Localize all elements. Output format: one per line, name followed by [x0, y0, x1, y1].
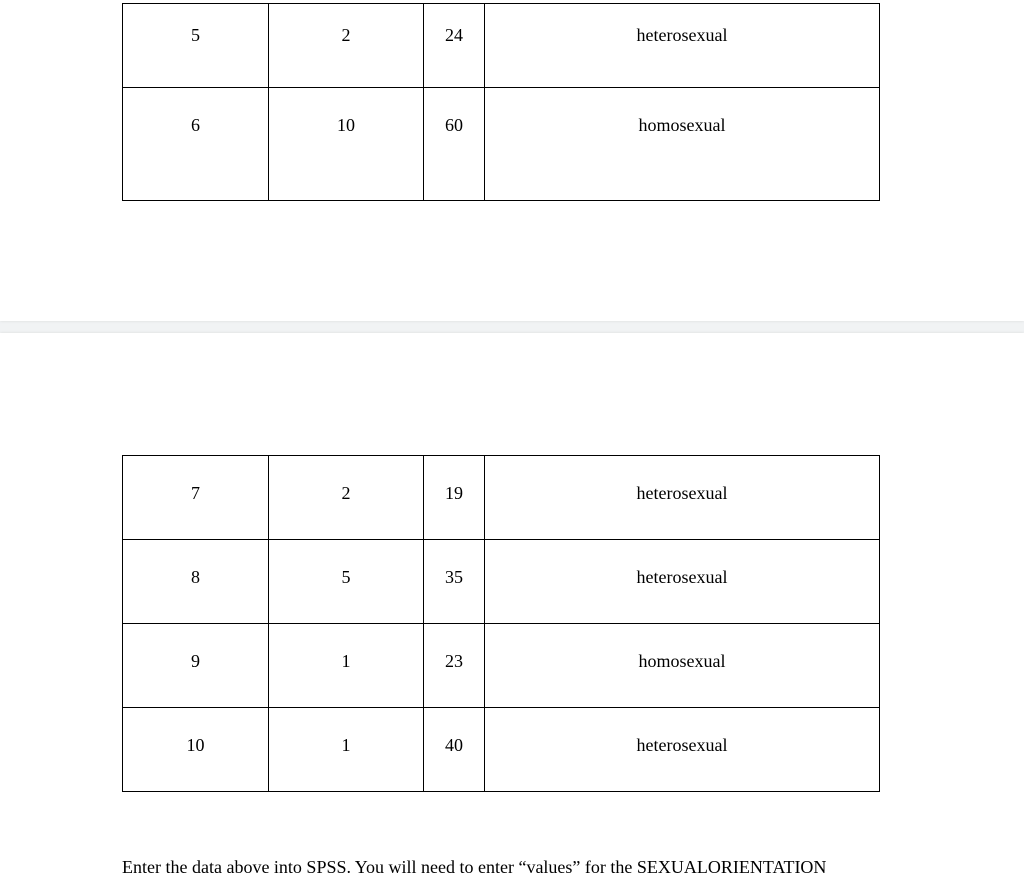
cell-col2: 2	[269, 456, 424, 540]
cell-orientation: heterosexual	[485, 540, 880, 624]
cell-col3: 40	[424, 708, 485, 792]
cell-orientation: heterosexual	[485, 708, 880, 792]
cell-id: 7	[123, 456, 269, 540]
instructions-text: Enter the data above into SPSS. You will need to enter “values” for the SEXUALORIENTATION	[122, 857, 827, 877]
cell-col2: 1	[269, 708, 424, 792]
cell-id: 6	[123, 88, 269, 201]
cell-col3: 60	[424, 88, 485, 201]
cell-col2: 5	[269, 540, 424, 624]
cell-col3: 23	[424, 624, 485, 708]
cell-col3: 24	[424, 4, 485, 88]
cell-id: 5	[123, 4, 269, 88]
cell-id: 10	[123, 708, 269, 792]
cell-orientation: heterosexual	[485, 4, 880, 88]
cell-id: 9	[123, 624, 269, 708]
table-row	[123, 88, 880, 201]
cell-col3: 35	[424, 540, 485, 624]
cell-orientation: homosexual	[485, 88, 880, 201]
data-table-top	[122, 3, 880, 201]
table-row	[123, 708, 880, 792]
cell-orientation: heterosexual	[485, 456, 880, 540]
cell-col2: 2	[269, 4, 424, 88]
data-table-bottom	[122, 455, 880, 792]
cell-id: 8	[123, 540, 269, 624]
cell-col3: 19	[424, 456, 485, 540]
document-page-1	[0, 0, 1024, 321]
table-row	[123, 4, 880, 88]
table-row	[123, 456, 880, 540]
document-page-2	[0, 333, 1024, 893]
cell-col2: 10	[269, 88, 424, 201]
table-row	[123, 540, 880, 624]
table-row	[123, 624, 880, 708]
cell-col2: 1	[269, 624, 424, 708]
cell-orientation: homosexual	[485, 624, 880, 708]
